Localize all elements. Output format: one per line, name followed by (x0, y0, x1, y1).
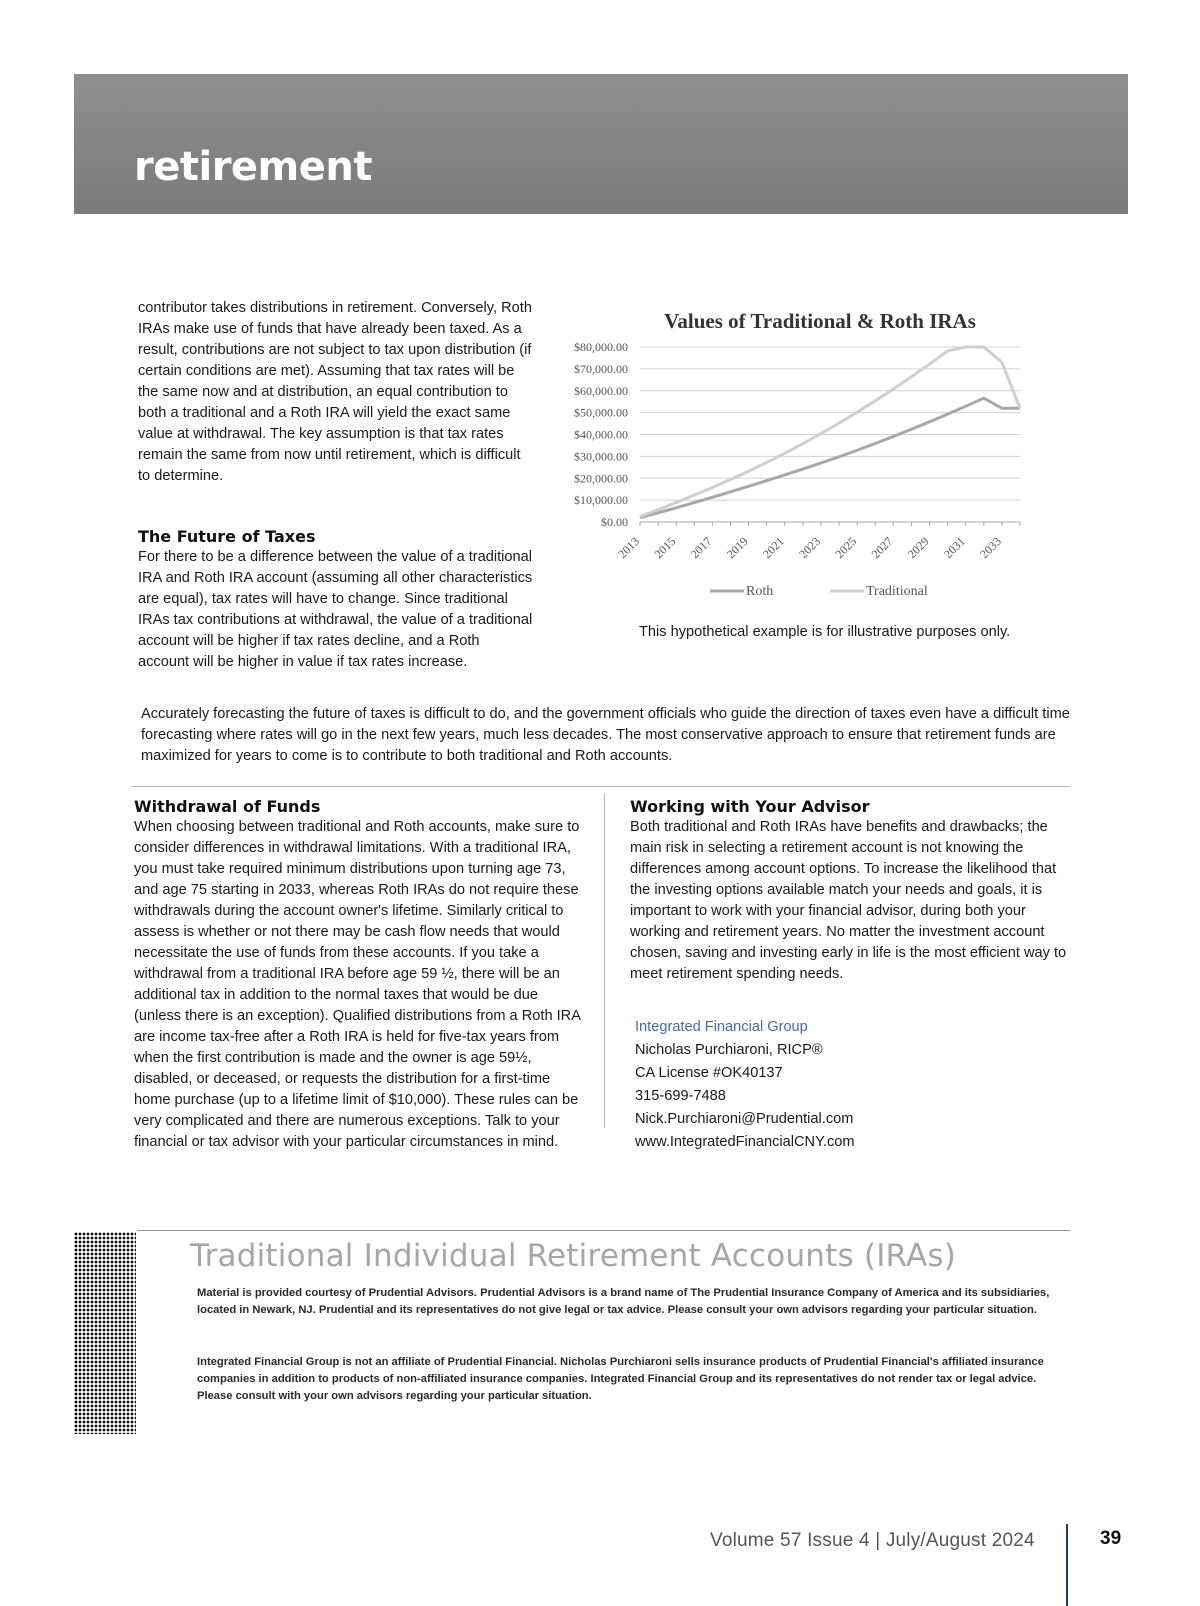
advisor-paragraph: Both traditional and Roth IRAs have benefits and drawbacks; the main risk in selecting a retirement account is not knowing the differences among account options. To increase the likelihood that the investing options available match your needs and goals, it is important to work with your financial advisor, during both your working and retirement years. No matter the investment account chosen, saving and investing early in life is the most efficient way to meet retirement spending needs. (630, 819, 1067, 982)
legend-label: Roth (746, 584, 774, 599)
contact-license: CA License #OK40137 (635, 1065, 783, 1081)
intro-column (138, 298, 533, 487)
divider (137, 1230, 1070, 1231)
x-tick-label: 2013 (615, 534, 643, 562)
divider (132, 786, 1070, 787)
contact-phone[interactable]: 315-699-7488 (635, 1088, 726, 1104)
x-tick-label: 2021 (760, 534, 787, 562)
y-tick-label: $70,000.00 (574, 361, 628, 376)
page-number: 39 (1100, 1528, 1122, 1549)
legend-label: Traditional (866, 584, 928, 599)
series-line-traditional (640, 347, 1020, 517)
chart-x-axis (615, 522, 1020, 561)
y-tick-label: $80,000.00 (574, 340, 628, 354)
disclaimer-prudential: Material is provided courtesy of Prudential Advisors. Prudential Advisors is a brand name of The Prudential Insurance Company of America and its subsidiaries, located in Newark, NJ. Prudential and its representatives do not give legal or tax advice. Please consult your own advisors regarding your particular situation. (197, 1287, 1050, 1316)
advisor-section (630, 796, 1070, 985)
withdrawal-heading: Withdrawal of Funds (134, 797, 321, 816)
x-tick-label: 2019 (723, 534, 751, 562)
contact-block (635, 1016, 1055, 1154)
future-of-taxes-heading: The Future of Taxes (138, 527, 316, 546)
withdrawal-paragraph: When choosing between traditional and Roth accounts, make sure to consider differences in withdrawal limitations. With a traditional IRA, you must take required minimum distributions upon turning age 73, and age 75 starting in 2033, whereas Roth IRAs do not require these withdrawals during the account owner's lifetime. Similarly critical to assess is whether or not there may be cash flow needs that would necessitate the use of funds from these accounts. If you take a withdrawal from a traditional IRA before age 59 ½, there will be an additional tax in addition to the normal taxes that would be due (unless there is an exception). Qualified distributions from a Roth IRA are income tax-free after a Roth IRA is held for five-tax years from when the first contribution is made and the owner is age 59½, disabled, or deceased, or requests the distribution for a first-time home purchase (up to a lifetime limit of $10,000). These rules can be very complicated and there are numerous exceptions. Talk to your financial or tax advisor with your particular circumstances in mind. (134, 819, 581, 1150)
y-tick-label: $40,000.00 (574, 427, 628, 442)
y-tick-label: $0.00 (601, 515, 628, 529)
chart-caption: This hypothetical example is for illustrative purposes only. (639, 624, 1011, 640)
chart-legend (710, 584, 928, 599)
x-tick-label: 2027 (868, 534, 896, 562)
x-tick-label: 2017 (687, 534, 715, 562)
intro-paragraph: contributor takes distributions in retirement. Conversely, Roth IRAs make use of funds that have already been taxed. As a result, contributions are not subject to tax upon distribution (if certain conditions are met). Assuming that tax rates will be the same now and at distribution, an equal contribution to both a traditional and a Roth IRA will yield the exact same value at withdrawal. The key assumption is that tax rates remain the same from now until retirement, which is difficult to determine. (138, 300, 532, 484)
chart-series (640, 347, 1020, 518)
contact-name: Nicholas Purchiaroni, RICP® (635, 1042, 823, 1058)
halftone-decoration (74, 1232, 136, 1434)
y-tick-label: $20,000.00 (574, 471, 628, 486)
chart-title: Values of Traditional & Roth IRAs (664, 309, 976, 333)
x-tick-label: 2033 (977, 534, 1005, 562)
withdrawal-section (134, 796, 589, 1153)
ira-values-chart (570, 305, 1070, 650)
x-tick-label: 2031 (940, 534, 968, 562)
disclaimer-integrated: Integrated Financial Group is not an affiliate of Prudential Financial. Nicholas Purchiaroni sells insurance products of Prudential Financial's affiliated insurance companies in addition to products of non-affiliated insurance companies. Integrated Financial Group and its representatives do not render tax or legal advice. Please consult with your own advisors regarding your particular situation. (197, 1356, 1044, 1402)
contact-org: Integrated Financial Group (635, 1019, 808, 1035)
y-tick-label: $10,000.00 (574, 493, 628, 508)
chart-y-axis (574, 340, 628, 529)
x-tick-label: 2015 (651, 534, 679, 562)
contact-email[interactable]: Nick.Purchiaroni@Prudential.com (635, 1111, 854, 1127)
future-of-taxes-section (138, 526, 533, 673)
chart-grid (640, 347, 1020, 522)
x-tick-label: 2025 (832, 534, 860, 562)
issue-info: Volume 57 Issue 4 | July/August 2024 (710, 1530, 1035, 1551)
future-of-taxes-paragraph: For there to be a difference between the value of a traditional IRA and Roth IRA account (assuming all other characteristics are equal), tax rates will have to change. Since traditional IRAs tax contributions at withdrawal, the value of a traditional account will be higher if tax rates decline, and a Roth account will be higher in value if tax rates increase. (138, 549, 533, 670)
y-tick-label: $30,000.00 (574, 449, 628, 464)
y-tick-label: $60,000.00 (574, 383, 628, 398)
x-tick-label: 2023 (796, 534, 824, 562)
x-tick-label: 2029 (904, 534, 932, 562)
footer-divider (1066, 1524, 1068, 1606)
advisor-heading: Working with Your Advisor (630, 797, 870, 816)
section-title-retirement: retirement (134, 144, 372, 190)
section-banner (74, 74, 1128, 214)
article-title: Traditional Individual Retirement Accounts (IRAs) (190, 1238, 957, 1274)
y-tick-label: $50,000.00 (574, 405, 628, 420)
column-divider (604, 793, 605, 1128)
contact-website[interactable]: www.IntegratedFinancialCNY.com (635, 1134, 855, 1150)
forecast-paragraph: Accurately forecasting the future of taxes is difficult to do, and the government officials who guide the direction of taxes even have a difficult time forecasting where rates will go in the next few years, much less decades. The most conservative approach to ensure that retirement funds are maximized for years to come is to contribute to both traditional and Roth accounts. (141, 706, 1070, 764)
